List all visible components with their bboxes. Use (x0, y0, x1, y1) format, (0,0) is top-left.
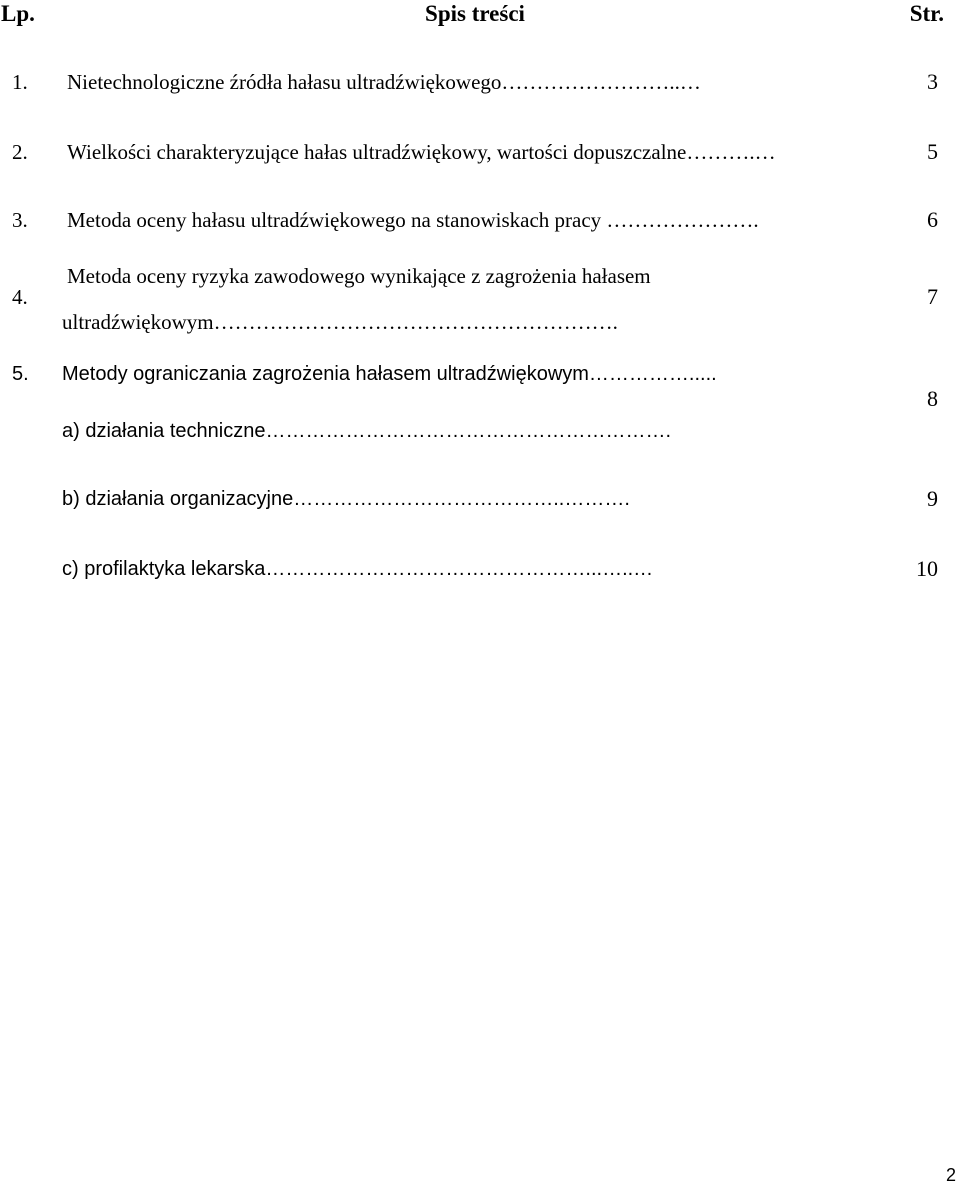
entry-title: Wielkości charakteryzujące hałas ultradźwiękowy, wartości dopuszczalne……….… (67, 140, 776, 164)
entry-number: 5. (12, 363, 29, 385)
entry-title-line1: Metoda oceny ryzyka zawodowego wynikające z zagrożenia hałasem (67, 264, 651, 288)
entry-page: 8 (927, 386, 938, 411)
entry-number: 3. (12, 208, 28, 232)
entry-page: 6 (927, 207, 938, 232)
entry-title-line2: ultradźwiękowym…………………………………………………. (62, 310, 618, 334)
subentry-title: b) działania organizacyjne…………………………………..………. (62, 488, 630, 510)
column-header-str: Str. (909, 1, 944, 26)
entry-page: 10 (916, 556, 938, 581)
subentry-a: a) działania techniczne……………………………………………………. (62, 420, 672, 442)
entry-title: Nietechnologiczne źródła hałasu ultradźwiękowego……………………..… (67, 70, 701, 94)
entry-number: 1. (12, 70, 28, 94)
page-number: 2 (945, 1165, 956, 1185)
entry-page: 3 (927, 69, 938, 94)
column-header-lp: Lp. (1, 1, 35, 26)
entry-page: 9 (927, 486, 938, 511)
entry-title: Metoda oceny hałasu ultradźwiękowego na stanowiskach pracy …………………. (67, 208, 759, 232)
entry-title: Metody ograniczania zagrożenia hałasem ultradźwiękowym……………..... (62, 363, 717, 385)
entry-page: 7 (927, 284, 938, 309)
page-title: Spis treści (425, 1, 525, 26)
subentry-title: c) profilaktyka lekarska…………………………………………...…..… (62, 558, 654, 580)
entry-number: 2. (12, 140, 28, 164)
entry-page: 5 (927, 139, 938, 164)
entry-number: 4. (12, 285, 28, 309)
